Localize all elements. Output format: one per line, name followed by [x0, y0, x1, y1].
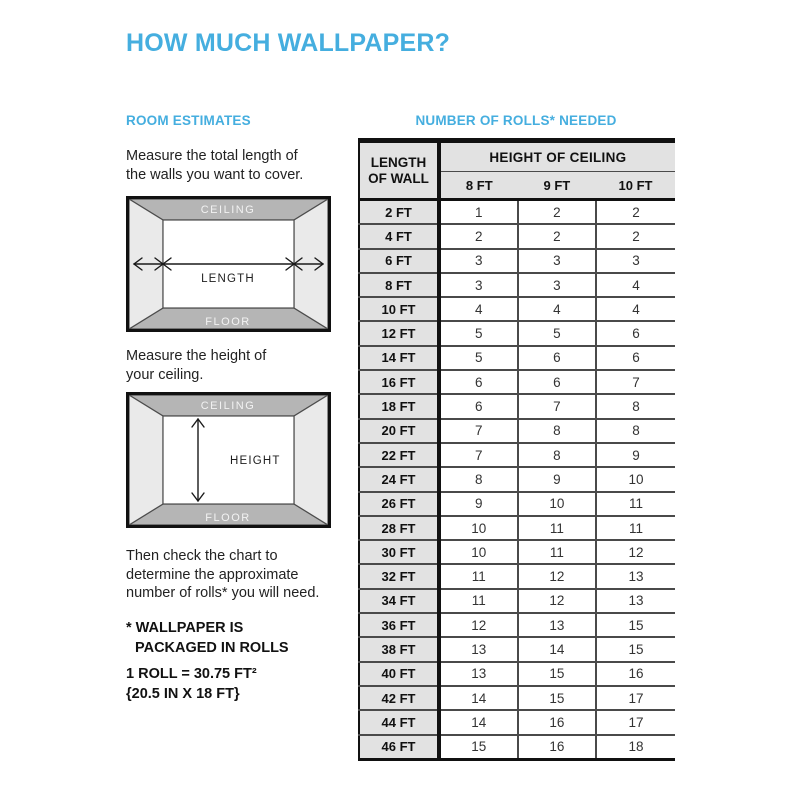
- table-header-row-1: [359, 141, 675, 172]
- rolls-value-cell: 13: [596, 564, 675, 588]
- rolls-value-cell: 12: [518, 589, 597, 613]
- rolls-value-cell: 15: [518, 662, 597, 686]
- table-row: [359, 492, 675, 516]
- rolls-value-cell: 2: [596, 200, 675, 225]
- table-row: [359, 516, 675, 540]
- table-row: [359, 735, 675, 760]
- left-wall-panel: [129, 395, 163, 525]
- step3-line3: number of rolls* you will need.: [126, 585, 320, 601]
- rolls-value-cell: 2: [518, 200, 597, 225]
- rolls-value-cell: 15: [439, 735, 518, 760]
- step3-line1: Then check the chart to: [126, 548, 278, 564]
- length-of-wall-header-line2: OF WALL: [368, 170, 429, 186]
- table-row: [359, 443, 675, 467]
- step2-line2: your ceiling.: [126, 366, 204, 383]
- table-row: [359, 564, 675, 588]
- rolls-value-cell: 11: [518, 540, 597, 564]
- rolls-value-cell: 3: [518, 273, 597, 297]
- rolls-value-cell: 9: [439, 492, 518, 516]
- rolls-value-cell: 9: [518, 467, 597, 491]
- length-of-wall-cell: 14 FT: [359, 346, 439, 370]
- packaging-note-line2: PACKAGED IN ROLLS: [135, 639, 289, 656]
- length-of-wall-cell: 38 FT: [359, 637, 439, 661]
- height-dimension-label: HEIGHT: [230, 455, 281, 467]
- rolls-value-cell: 13: [439, 637, 518, 661]
- floor-label: FLOOR: [205, 512, 251, 524]
- length-of-wall-cell: 32 FT: [359, 564, 439, 588]
- table-row: [359, 613, 675, 637]
- rolls-value-cell: 5: [518, 321, 597, 345]
- rolls-value-cell: 16: [518, 710, 597, 734]
- rolls-value-cell: 8: [518, 419, 597, 443]
- rolls-value-cell: 11: [518, 516, 597, 540]
- rolls-value-cell: 18: [596, 735, 675, 760]
- table-row: [359, 686, 675, 710]
- rolls-value-cell: 10: [439, 516, 518, 540]
- rolls-value-cell: 6: [518, 346, 597, 370]
- length-of-wall-cell: 16 FT: [359, 370, 439, 394]
- rolls-value-cell: 11: [596, 516, 675, 540]
- rolls-value-cell: 4: [596, 273, 675, 297]
- rolls-value-cell: 8: [518, 443, 597, 467]
- table-row: [359, 297, 675, 321]
- rolls-value-cell: 13: [518, 613, 597, 637]
- table-row: [359, 394, 675, 418]
- rolls-value-cell: 6: [439, 394, 518, 418]
- length-of-wall-cell: 18 FT: [359, 394, 439, 418]
- rolls-value-cell: 6: [596, 321, 675, 345]
- length-of-wall-cell: 28 FT: [359, 516, 439, 540]
- rolls-value-cell: 10: [439, 540, 518, 564]
- length-of-wall-cell: 30 FT: [359, 540, 439, 564]
- rolls-value-cell: 11: [439, 589, 518, 613]
- rolls-value-cell: 6: [596, 346, 675, 370]
- room-estimates-heading: ROOM ESTIMATES: [126, 113, 251, 128]
- length-of-wall-cell: 24 FT: [359, 467, 439, 491]
- table-row: [359, 540, 675, 564]
- packaging-note-line1: * WALLPAPER IS: [126, 620, 244, 636]
- height-of-ceiling-header: HEIGHT OF CEILING: [439, 141, 675, 172]
- step1-line1: Measure the total length of: [126, 148, 298, 164]
- step1-line2: the walls you want to cover.: [126, 166, 304, 183]
- rolls-value-cell: 2: [439, 224, 518, 248]
- room-height-diagram: [126, 392, 331, 528]
- rolls-value-cell: 4: [518, 297, 597, 321]
- table-row: [359, 249, 675, 273]
- rolls-value-cell: 5: [439, 346, 518, 370]
- ceiling-8ft-header: 8 FT: [439, 172, 518, 200]
- roll-size-line1: 1 ROLL = 30.75 FT²: [126, 666, 257, 682]
- rolls-value-cell: 15: [518, 686, 597, 710]
- rolls-value-cell: 3: [439, 273, 518, 297]
- ceiling-9ft-header: 9 FT: [518, 172, 597, 200]
- rolls-table-container: [358, 138, 675, 761]
- rolls-value-cell: 3: [439, 249, 518, 273]
- step1-text: [126, 147, 303, 184]
- length-of-wall-cell: 44 FT: [359, 710, 439, 734]
- table-row: [359, 273, 675, 297]
- table-row: [359, 224, 675, 248]
- table-row: [359, 637, 675, 661]
- rolls-value-cell: 12: [596, 540, 675, 564]
- rolls-value-cell: 11: [439, 564, 518, 588]
- rolls-value-cell: 8: [439, 467, 518, 491]
- page-title: HOW MUCH WALLPAPER?: [126, 29, 451, 57]
- rolls-value-cell: 8: [596, 419, 675, 443]
- length-of-wall-cell: 8 FT: [359, 273, 439, 297]
- rolls-value-cell: 12: [518, 564, 597, 588]
- table-row: [359, 419, 675, 443]
- rolls-table-title: NUMBER OF ROLLS* NEEDED: [415, 113, 617, 128]
- room-length-diagram: [126, 196, 331, 332]
- length-of-wall-cell: 10 FT: [359, 297, 439, 321]
- length-of-wall-header-line1: LENGTH: [370, 154, 427, 170]
- length-of-wall-cell: 4 FT: [359, 224, 439, 248]
- rolls-value-cell: 6: [518, 370, 597, 394]
- step3-line2: determine the approximate: [126, 566, 299, 583]
- rolls-value-cell: 12: [439, 613, 518, 637]
- table-row: [359, 662, 675, 686]
- rolls-value-cell: 7: [439, 419, 518, 443]
- length-of-wall-cell: 2 FT: [359, 200, 439, 225]
- rolls-value-cell: 10: [596, 467, 675, 491]
- table-row: [359, 467, 675, 491]
- right-wall-panel: [294, 395, 328, 525]
- table-row: [359, 370, 675, 394]
- rolls-value-cell: 14: [518, 637, 597, 661]
- step3-text: [126, 547, 319, 603]
- table-row: [359, 321, 675, 345]
- ceiling-10ft-header: 10 FT: [596, 172, 675, 200]
- rolls-value-cell: 8: [596, 394, 675, 418]
- length-of-wall-cell: 20 FT: [359, 419, 439, 443]
- roll-size-info: [126, 665, 257, 704]
- rolls-value-cell: 13: [596, 589, 675, 613]
- rolls-value-cell: 1: [439, 200, 518, 225]
- rolls-value-cell: 3: [518, 249, 597, 273]
- rolls-value-cell: 6: [439, 370, 518, 394]
- table-row: [359, 346, 675, 370]
- length-of-wall-cell: 42 FT: [359, 686, 439, 710]
- length-of-wall-cell: 46 FT: [359, 735, 439, 760]
- packaging-note: [126, 619, 289, 658]
- floor-label: FLOOR: [205, 316, 251, 328]
- rolls-value-cell: 15: [596, 637, 675, 661]
- ceiling-label: CEILING: [200, 400, 256, 412]
- length-dimension-label: LENGTH: [201, 273, 255, 285]
- rolls-table-body: [359, 200, 675, 760]
- length-of-wall-cell: 22 FT: [359, 443, 439, 467]
- rolls-value-cell: 17: [596, 686, 675, 710]
- rolls-value-cell: 17: [596, 710, 675, 734]
- rolls-value-cell: 14: [439, 686, 518, 710]
- length-of-wall-cell: 36 FT: [359, 613, 439, 637]
- length-of-wall-cell: 34 FT: [359, 589, 439, 613]
- length-of-wall-header: [359, 141, 439, 200]
- rolls-value-cell: 2: [518, 224, 597, 248]
- rolls-value-cell: 10: [518, 492, 597, 516]
- length-of-wall-cell: 12 FT: [359, 321, 439, 345]
- rolls-value-cell: 7: [439, 443, 518, 467]
- table-row: [359, 710, 675, 734]
- table-row: [359, 589, 675, 613]
- rolls-value-cell: 9: [596, 443, 675, 467]
- rolls-value-cell: 16: [518, 735, 597, 760]
- rolls-value-cell: 4: [596, 297, 675, 321]
- rolls-value-cell: 5: [439, 321, 518, 345]
- length-of-wall-cell: 26 FT: [359, 492, 439, 516]
- rolls-value-cell: 3: [596, 249, 675, 273]
- rolls-table: [358, 138, 675, 761]
- rolls-value-cell: 7: [518, 394, 597, 418]
- step2-text: [126, 347, 266, 384]
- rolls-value-cell: 15: [596, 613, 675, 637]
- rolls-value-cell: 16: [596, 662, 675, 686]
- length-of-wall-cell: 40 FT: [359, 662, 439, 686]
- rolls-value-cell: 14: [439, 710, 518, 734]
- rolls-value-cell: 7: [596, 370, 675, 394]
- length-of-wall-cell: 6 FT: [359, 249, 439, 273]
- table-row: [359, 200, 675, 225]
- rolls-value-cell: 2: [596, 224, 675, 248]
- rolls-value-cell: 4: [439, 297, 518, 321]
- roll-size-line2: {20.5 IN X 18 FT}: [126, 685, 240, 702]
- step2-line1: Measure the height of: [126, 348, 267, 364]
- ceiling-label: CEILING: [200, 204, 256, 216]
- rolls-value-cell: 13: [439, 662, 518, 686]
- rolls-value-cell: 11: [596, 492, 675, 516]
